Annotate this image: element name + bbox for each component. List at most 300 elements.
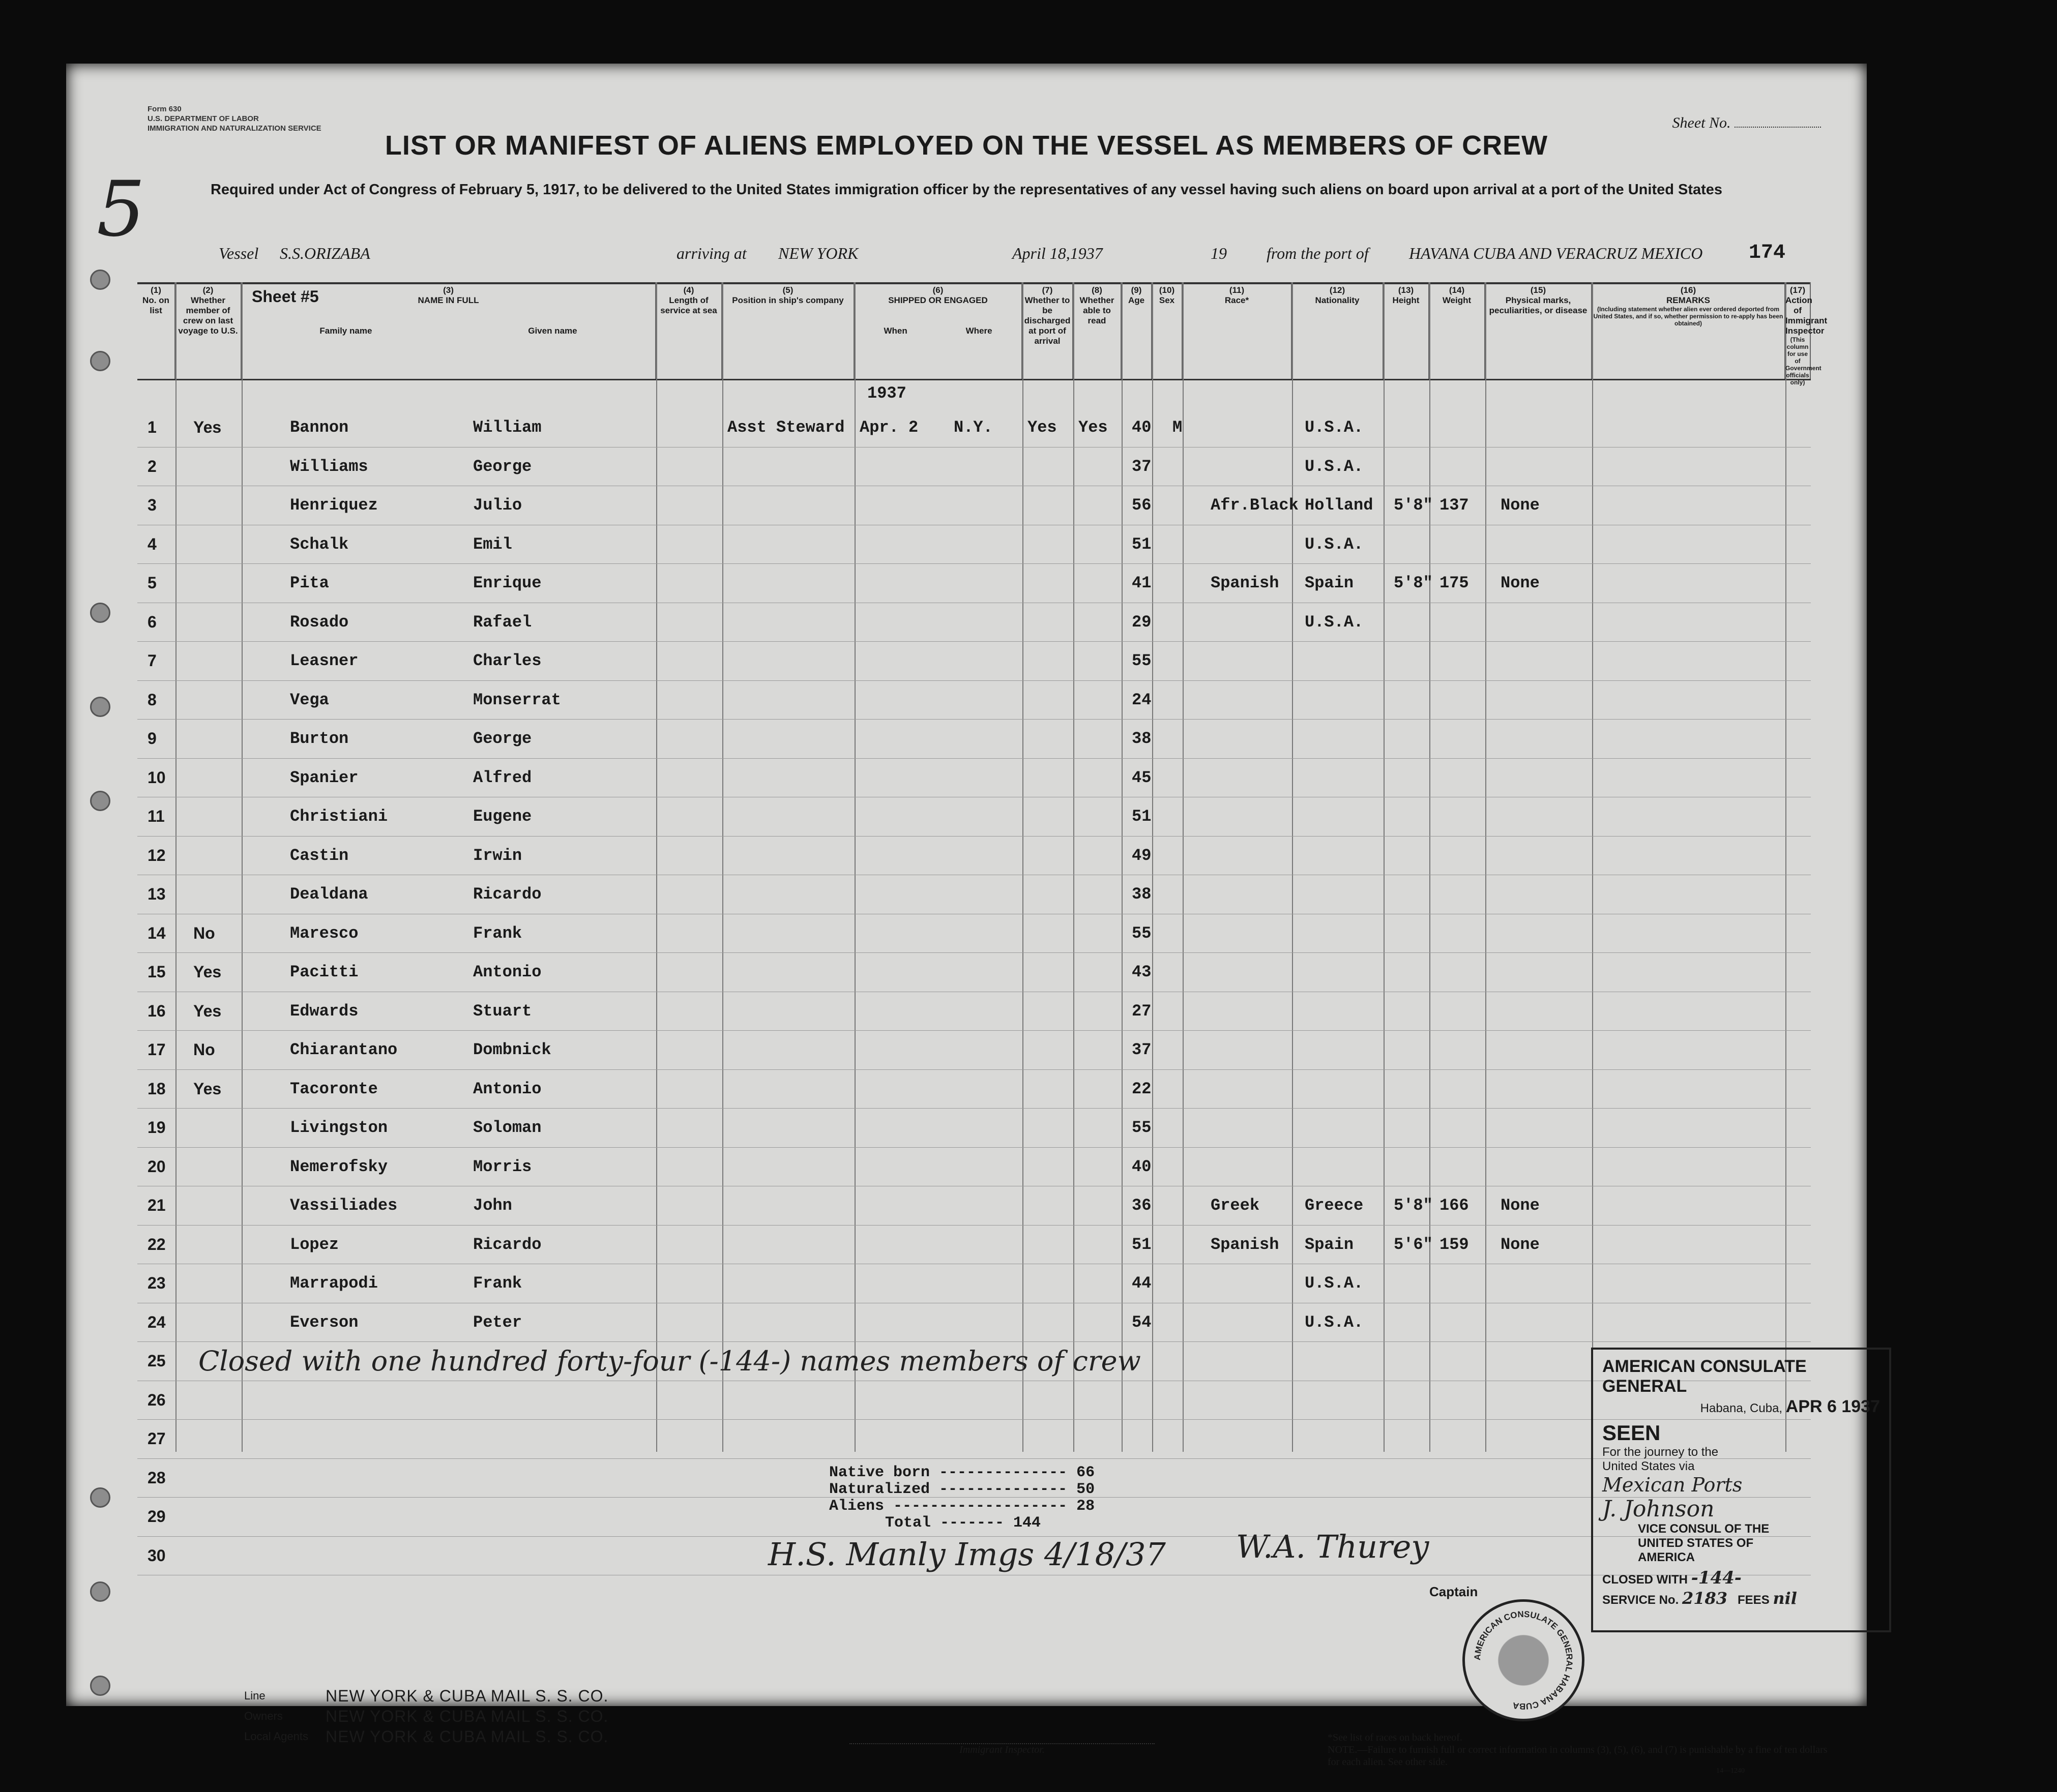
cell-family: Henriquez [290, 496, 378, 515]
column-rule [855, 282, 856, 1452]
column-rule [1592, 282, 1593, 1452]
cell-age: 22 [1132, 1079, 1152, 1098]
fees-value: nil [1773, 1589, 1797, 1608]
from-port: HAVANA CUBA AND VERACRUZ MEXICO [1409, 244, 1703, 262]
column-header [1292, 282, 1384, 379]
cell-race: Afr.Black [1211, 496, 1299, 515]
cell-marks: None [1501, 1196, 1540, 1215]
column-header [137, 282, 175, 379]
cell-height: 5'8" [1394, 496, 1433, 515]
aliens-label: Aliens [829, 1498, 885, 1515]
form-service: IMMIGRATION AND NATURALIZATION SERVICE [148, 124, 321, 133]
cell-age: 37 [1132, 457, 1152, 476]
sheet-marker: Sheet #5 [252, 287, 319, 306]
seen-label: SEEN [1602, 1421, 1661, 1445]
column-subheader: Family name [319, 326, 372, 336]
cell-family: Pita [290, 574, 329, 592]
owners-block [244, 1686, 609, 1747]
inspector-signature: H.S. Manly Imgs 4/18/37 [768, 1536, 1166, 1573]
cell-last: No [193, 923, 215, 942]
row-rule [137, 641, 1811, 642]
cell-family: Lopez [290, 1235, 339, 1254]
cell-family: Vega [290, 690, 329, 709]
cell-weight: 175 [1439, 574, 1469, 592]
cell-family: Leasner [290, 651, 359, 670]
cell-family: Livingston [290, 1118, 388, 1137]
column-rule [1384, 282, 1385, 1452]
column-rule [1022, 282, 1023, 1452]
cell-family: Bannon [290, 418, 349, 437]
cell-where: N.Y. [954, 418, 993, 437]
crew-tally: Native born -------------- 66 Naturalized -------------- 50 Aliens ------------------- 28 Total ------- 144 [829, 1464, 1095, 1532]
footnote-penalty: NOTE.—Failure to furnish full or correct information in columns (3), (5), (6), and (7) is punishable by a fine of ten dollars for each alien. See other side. [1328, 1744, 1828, 1768]
column-number: (16) [1680, 285, 1696, 295]
cell-race: Spanish [1211, 574, 1279, 592]
column-label: SHIPPED OR ENGAGED [888, 295, 988, 305]
immigrant-inspector-label: Immigrant Inspector. [849, 1743, 1155, 1756]
cell-given: Irwin [473, 846, 522, 865]
vessel-label: Vessel [219, 244, 259, 262]
column-number: (8) [1092, 285, 1102, 295]
column-rule [1485, 282, 1486, 1452]
cell-family: Schalk [290, 534, 349, 554]
seal-text: AMERICAN CONSULATE GENERAL HABANA CUBA [1472, 1609, 1575, 1712]
column-header [1785, 282, 1828, 386]
column-note: (This column for use of Government officials only) [1785, 336, 1821, 386]
column-subheader: Where [965, 326, 992, 336]
arrival-date: April 18,1937 [1012, 244, 1103, 262]
cell-family: Rosado [290, 612, 349, 632]
column-number: (9) [1131, 285, 1142, 295]
cell-age: 41 [1132, 574, 1152, 592]
column-number: (2) [202, 285, 214, 295]
closing-note: Closed with one hundred forty-four (-144-) names members of crew [198, 1345, 1141, 1377]
line-value: NEW YORK & CUBA MAIL S. S. CO. [326, 1687, 609, 1705]
cell-given: Julio [473, 496, 522, 515]
cell-last: No [193, 1040, 215, 1059]
cell-family: Burton [290, 729, 349, 748]
cell-when: Apr. 2 [860, 418, 919, 437]
column-header [855, 282, 1022, 379]
column-rule [1292, 282, 1293, 1452]
column-header [656, 282, 722, 379]
row-rule [137, 719, 1811, 720]
cell-age: 37 [1132, 1040, 1152, 1059]
column-rule [1152, 282, 1153, 1452]
column-number: (5) [782, 285, 794, 295]
cell-given: Dombnick [473, 1040, 551, 1059]
column-header [1183, 282, 1292, 379]
cell-no: 26 [148, 1390, 166, 1409]
cell-age: 51 [1132, 1235, 1152, 1254]
captain-label: Captain [1429, 1584, 1478, 1599]
cell-height: 5'8" [1394, 1196, 1433, 1215]
owners-value: NEW YORK & CUBA MAIL S. S. CO. [326, 1707, 609, 1725]
naturalized-label: Naturalized [829, 1481, 930, 1498]
column-number: (3) [443, 285, 454, 295]
cell-family: Chiarantano [290, 1040, 398, 1059]
cell-no: 19 [148, 1118, 166, 1137]
sheet-number-label: Sheet No. [1672, 114, 1731, 131]
fees-label: FEES [1738, 1593, 1770, 1607]
captain-signature: W.A. Thurey [1236, 1528, 1429, 1565]
column-note: (Including statement whether alien ever ordered deported from United States, and if so, whether permission to re-apply has been obtained) [1593, 306, 1783, 327]
cell-family: Williams [290, 457, 368, 476]
cell-given: George [473, 457, 532, 476]
row-rule [137, 680, 1811, 681]
cell-age: 40 [1132, 418, 1152, 437]
form-department: U.S. DEPARTMENT OF LABOR [148, 114, 259, 123]
cell-given: Peter [473, 1312, 522, 1332]
cell-age: 56 [1132, 496, 1152, 515]
cell-nationality: U.S.A. [1305, 1312, 1364, 1332]
cell-given: Antonio [473, 963, 542, 981]
cell-age: 49 [1132, 846, 1152, 865]
cell-family: Everson [290, 1312, 359, 1332]
column-label: Whether member of crew on last voyage to U.S. [178, 295, 238, 336]
row-rule [137, 563, 1811, 564]
closed-with-value: -144- [1691, 1568, 1742, 1588]
column-rule [656, 282, 657, 1452]
cell-no: 27 [148, 1429, 166, 1448]
column-header [1073, 282, 1122, 379]
cell-last: Yes [193, 418, 222, 436]
cell-no: 5 [148, 574, 157, 592]
page-number: 174 [1748, 242, 1785, 264]
column-label: Age [1128, 295, 1145, 305]
column-number: (15) [1530, 285, 1546, 295]
cell-nationality: Greece [1305, 1196, 1364, 1215]
column-label: Race* [1224, 295, 1249, 305]
row-rule [137, 758, 1811, 759]
cell-discharged: Yes [1027, 418, 1057, 437]
cell-nationality: Spain [1305, 574, 1354, 592]
column-label: REMARKS [1666, 295, 1710, 305]
cell-marks: None [1501, 496, 1540, 515]
cell-no: 11 [148, 807, 165, 825]
cell-no: 24 [148, 1312, 166, 1331]
service-number-label: SERVICE No. [1602, 1593, 1679, 1607]
native-born-label: Native born [829, 1464, 930, 1481]
column-number: (13) [1398, 285, 1414, 295]
column-header [1022, 282, 1073, 379]
row-rule [137, 1419, 1811, 1420]
binder-hole [90, 1676, 110, 1696]
column-label: NAME IN FULL [418, 295, 479, 305]
column-rule [1429, 282, 1430, 1452]
cell-race: Spanish [1211, 1235, 1279, 1254]
consulate-title: AMERICAN CONSULATE GENERAL [1602, 1357, 1807, 1396]
form-code: 14—1240 [1716, 1767, 1745, 1775]
cell-age: 54 [1132, 1312, 1152, 1332]
column-rule [722, 282, 723, 1452]
column-subheader: Given name [528, 326, 577, 336]
cell-nationality: Holland [1305, 496, 1373, 515]
cell-no: 28 [148, 1468, 166, 1487]
form-header [148, 104, 321, 133]
column-number: (14) [1449, 285, 1465, 295]
column-header [1485, 282, 1592, 379]
column-label: Physical marks, peculiarities, or disease [1489, 295, 1588, 315]
cell-no: 29 [148, 1507, 166, 1526]
cell-no: 4 [148, 534, 157, 553]
cell-family: Castin [290, 846, 349, 865]
cell-sex: M [1172, 418, 1183, 437]
cell-nationality: Spain [1305, 1235, 1354, 1254]
journey-label: For the journey to the United States via [1602, 1445, 1719, 1473]
from-port-label: from the port of [1267, 244, 1369, 262]
cell-no: 3 [148, 496, 157, 514]
cell-no: 15 [148, 963, 166, 981]
year-marker: 1937 [867, 384, 906, 403]
local-agents-value: NEW YORK & CUBA MAIL S. S. CO. [326, 1727, 609, 1746]
binder-hole [90, 697, 110, 717]
cell-no: 6 [148, 612, 157, 631]
footnote-races: *See list of races on back hereof. [1328, 1732, 1462, 1743]
column-number: (7) [1042, 285, 1053, 295]
cell-nationality: U.S.A. [1305, 612, 1364, 632]
cell-family: Maresco [290, 923, 359, 943]
cell-given: John [473, 1196, 512, 1215]
cell-weight: 137 [1439, 496, 1469, 515]
cell-age: 51 [1132, 807, 1152, 826]
column-header [1592, 282, 1785, 379]
vice-consul-label: VICE CONSUL OF THE UNITED STATES OF AMERICA [1638, 1522, 1770, 1564]
cell-given: Frank [473, 923, 522, 943]
column-number: (17) [1789, 285, 1806, 295]
local-agents-label: Local Agents [244, 1730, 308, 1743]
column-rule [1785, 282, 1786, 1452]
column-header [722, 282, 855, 379]
row-rule [137, 1147, 1811, 1148]
cell-age: 29 [1132, 612, 1152, 632]
cell-no: 12 [148, 846, 166, 864]
cell-height: 5'8" [1394, 574, 1433, 592]
consulate-stamp [1591, 1348, 1891, 1632]
consul-signature: J. Johnson [1602, 1496, 1715, 1522]
cell-given: Stuart [473, 1001, 532, 1021]
consulate-date: APR 6 1937 [1785, 1397, 1880, 1416]
row-rule [137, 1341, 1811, 1342]
cell-family: Pacitti [290, 963, 359, 981]
cell-given: Frank [473, 1274, 522, 1293]
journey-via: Mexican Ports [1602, 1474, 1743, 1496]
cell-family: Vassiliades [290, 1196, 398, 1215]
cell-family: Tacoronte [290, 1079, 378, 1098]
cell-nationality: U.S.A. [1305, 418, 1364, 437]
column-label: Position in ship's company [732, 295, 844, 305]
column-rule [175, 282, 177, 1452]
row-rule [137, 836, 1811, 837]
page-title: LIST OR MANIFEST OF ALIENS EMPLOYED ON THE VESSEL AS MEMBERS OF CREW [385, 130, 1548, 161]
column-rule [1073, 282, 1074, 1452]
sheet-number-field [1672, 114, 1821, 132]
cell-given: Soloman [473, 1118, 542, 1137]
cell-given: Rafael [473, 612, 532, 632]
cell-no: 10 [148, 768, 166, 787]
closed-with-label: CLOSED WITH [1602, 1573, 1688, 1587]
margin-mark: 5 [97, 165, 145, 254]
binder-hole [90, 791, 110, 811]
column-rule [1122, 282, 1123, 1452]
column-header [175, 282, 242, 379]
year-label: 19 [1211, 244, 1227, 262]
consulate-seal [1462, 1599, 1584, 1721]
form-number: Form 630 [148, 105, 182, 113]
cell-no: 23 [148, 1274, 166, 1292]
cell-age: 43 [1132, 963, 1152, 981]
cell-given: Alfred [473, 768, 532, 787]
cell-nationality: U.S.A. [1305, 457, 1364, 476]
cell-no: 22 [148, 1235, 166, 1253]
column-rule [242, 282, 243, 1452]
line-label: Line [244, 1689, 266, 1702]
cell-no: 14 [148, 923, 166, 942]
cell-age: 51 [1132, 534, 1152, 554]
cell-no: 18 [148, 1079, 166, 1098]
column-number: (11) [1229, 285, 1245, 295]
row-rule [137, 1030, 1811, 1031]
column-label: Action of Immigrant Inspector [1785, 295, 1828, 336]
vessel-name: S.S.ORIZABA [280, 244, 370, 262]
service-number-value: 2183 [1682, 1589, 1727, 1608]
cell-no: 1 [148, 418, 157, 436]
column-header [1122, 282, 1152, 379]
cell-family: Nemerofsky [290, 1157, 388, 1176]
row-rule [137, 952, 1811, 953]
manifest-sheet [66, 64, 1880, 1775]
column-rule [1183, 282, 1184, 1452]
naturalized-value: 50 [1076, 1481, 1095, 1498]
cell-age: 24 [1132, 690, 1152, 709]
binder-hole [90, 351, 110, 371]
arriving-label: arriving at [677, 244, 747, 262]
cell-read: Yes [1078, 418, 1108, 437]
cell-last: Yes [193, 1001, 222, 1020]
footnotes [1328, 1731, 1836, 1768]
binder-hole [90, 603, 110, 623]
cell-no: 20 [148, 1157, 166, 1176]
column-number: (6) [932, 285, 944, 295]
cell-no: 8 [148, 690, 157, 709]
cell-given: Monserrat [473, 690, 561, 709]
column-header [1384, 282, 1429, 379]
native-born-value: 66 [1076, 1464, 1095, 1481]
page-subtitle: Required under Act of Congress of February 5, 1917, to be delivered to the United States immigration officer by the representatives of any vessel having such aliens on board upon arrival at a port of the United States [210, 182, 1723, 198]
vessel-line [219, 244, 1806, 270]
column-number: (4) [683, 285, 694, 295]
row-rule [137, 1108, 1811, 1109]
cell-race: Greek [1211, 1196, 1260, 1215]
consulate-place: Habana, Cuba, [1700, 1401, 1783, 1415]
cell-no: 9 [148, 729, 157, 748]
cell-age: 38 [1132, 729, 1152, 748]
cell-family: Edwards [290, 1001, 359, 1021]
cell-no: 2 [148, 457, 157, 475]
cell-no: 13 [148, 885, 166, 903]
owners-label: Owners [244, 1710, 283, 1722]
cell-last: Yes [193, 1079, 222, 1098]
cell-given: Antonio [473, 1079, 542, 1098]
cell-marks: None [1501, 574, 1540, 592]
cell-marks: None [1501, 1235, 1540, 1254]
column-subheader: When [884, 326, 907, 336]
cell-nationality: U.S.A. [1305, 534, 1364, 554]
cell-no: 25 [148, 1352, 166, 1370]
row-rule [137, 1225, 1811, 1226]
column-number: (1) [151, 285, 161, 295]
cell-age: 55 [1132, 1118, 1152, 1137]
column-label: No. on list [142, 295, 169, 315]
column-number: (10) [1159, 285, 1175, 295]
cell-age: 38 [1132, 885, 1152, 904]
total-label: Total [885, 1514, 931, 1532]
cell-given: Ricardo [473, 1235, 542, 1254]
cell-given: Emil [473, 534, 512, 554]
cell-position: Asst Steward [727, 418, 845, 437]
cell-given: Ricardo [473, 885, 542, 904]
binder-hole [90, 1581, 110, 1602]
aliens-value: 28 [1076, 1498, 1095, 1515]
cell-no: 30 [148, 1546, 166, 1565]
cell-last: Yes [193, 963, 222, 981]
cell-given: Eugene [473, 807, 532, 826]
cell-family: Spanier [290, 768, 359, 787]
cell-nationality: U.S.A. [1305, 1274, 1364, 1293]
cell-no: 16 [148, 1001, 166, 1020]
cell-age: 55 [1132, 651, 1152, 670]
column-label: Length of service at sea [660, 295, 717, 315]
column-label: Nationality [1315, 295, 1360, 305]
cell-no: 17 [148, 1040, 166, 1059]
cell-no: 7 [148, 651, 157, 670]
cell-no: 21 [148, 1196, 166, 1214]
binder-hole [90, 270, 110, 290]
cell-age: 36 [1132, 1196, 1152, 1215]
binder-hole [90, 1487, 110, 1508]
cell-family: Marrapodi [290, 1274, 378, 1293]
total-value: 144 [1013, 1514, 1041, 1532]
column-label: Weight [1442, 295, 1472, 305]
cell-given: William [473, 418, 542, 437]
column-header [1152, 282, 1183, 379]
column-label: Whether able to read [1079, 295, 1114, 325]
cell-given: Enrique [473, 574, 542, 592]
cell-weight: 159 [1439, 1235, 1469, 1254]
cell-given: Morris [473, 1157, 532, 1176]
cell-age: 27 [1132, 1001, 1152, 1021]
row-rule [137, 1458, 1811, 1459]
cell-family: Dealdana [290, 885, 368, 904]
column-header [1429, 282, 1485, 379]
cell-weight: 166 [1439, 1196, 1469, 1215]
cell-age: 44 [1132, 1274, 1152, 1293]
row-rule [137, 1069, 1811, 1070]
cell-age: 40 [1132, 1157, 1152, 1176]
cell-given: Charles [473, 651, 542, 670]
column-number: (12) [1329, 285, 1345, 295]
arriving-port: NEW YORK [778, 244, 859, 262]
cell-given: George [473, 729, 532, 748]
column-label: Sex [1159, 295, 1175, 305]
cell-height: 5'6" [1394, 1235, 1433, 1254]
cell-family: Christiani [290, 807, 388, 826]
cell-age: 45 [1132, 768, 1152, 787]
svg-text:AMERICAN CONSULATE GENERAL HAB [1473, 1609, 1574, 1711]
cell-age: 55 [1132, 923, 1152, 943]
column-label: Whether to be discharged at port of arrival [1024, 295, 1071, 346]
column-label: Height [1392, 295, 1420, 305]
